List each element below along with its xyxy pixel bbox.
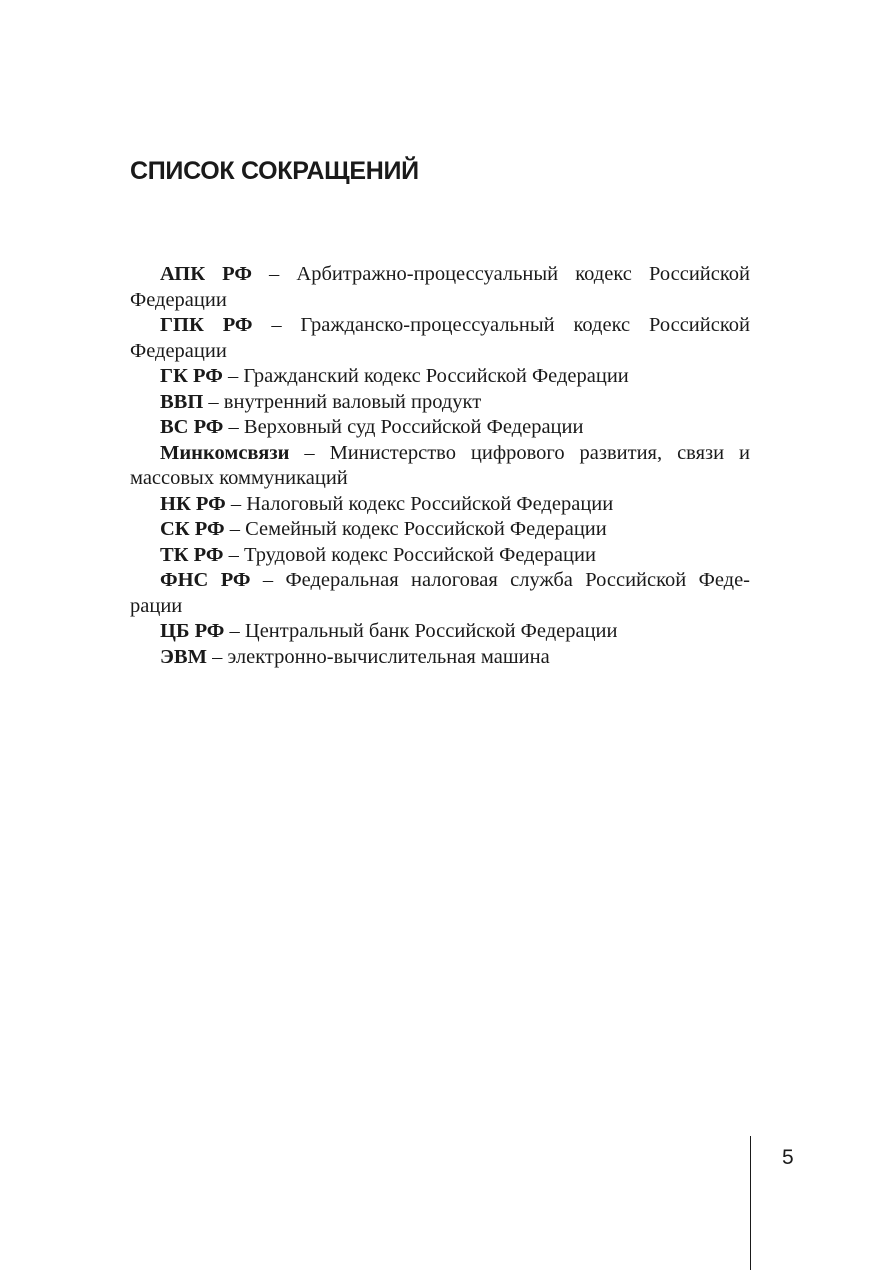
abbreviation-separator: – <box>206 645 228 668</box>
abbreviation-list <box>130 262 750 670</box>
abbreviation-separator: – <box>224 620 245 642</box>
page-number: 5 <box>782 1146 794 1169</box>
abbreviation-item-sk <box>130 517 750 543</box>
abbreviation-definition: электронно-вычислительная машина <box>227 645 550 668</box>
page-title: СПИСОК СОКРАЩЕНИЙ <box>130 157 419 185</box>
abbreviation-separator: – <box>289 441 330 464</box>
abbreviation-separator: – <box>250 569 286 591</box>
abbreviation-term: СК РФ <box>160 518 225 540</box>
abbreviation-term: ВВП <box>160 390 204 413</box>
abbreviation-definition: Семейный кодекс Российской Федерации <box>245 518 607 540</box>
abbreviation-term: ЦБ РФ <box>160 620 225 642</box>
abbreviation-separator: – <box>224 518 246 540</box>
abbreviation-item-tk <box>130 543 750 569</box>
abbreviation-separator: – <box>225 492 247 515</box>
abbreviation-separator: – <box>252 314 301 336</box>
abbreviation-term: ЭВМ <box>160 645 207 668</box>
abbreviation-definition: Министерство цифрового развития, связи и массовых коммуникаций <box>130 441 750 489</box>
abbreviation-item-fns <box>130 568 750 619</box>
abbreviation-item-cb <box>130 619 750 645</box>
abbreviation-separator: – <box>223 416 244 438</box>
abbreviation-term: ГК РФ <box>160 365 223 387</box>
abbreviation-item-vvp <box>130 390 750 416</box>
abbreviation-definition: внутренний валовый продукт <box>223 390 482 413</box>
abbreviation-definition: Гражданский кодекс Российской Федерации <box>243 365 629 387</box>
abbreviation-definition: Трудовой кодекс Российской Федерации <box>243 543 596 566</box>
page-margin-rule <box>750 1136 751 1270</box>
abbreviation-separator: – <box>251 263 297 285</box>
abbreviation-definition: Федеральная налоговая служба Российской Феде-рации <box>130 569 751 617</box>
abbreviation-term: ТК РФ <box>160 543 224 566</box>
abbreviation-definition: Верховный суд Российской Федерации <box>243 416 584 438</box>
abbreviation-item-evm <box>130 645 750 671</box>
abbreviation-definition: Арбитражно-процессуальный кодекс Российской Федерации <box>130 263 750 311</box>
abbreviation-item-nk <box>130 492 750 518</box>
abbreviation-separator: – <box>222 365 244 387</box>
abbreviation-item-gk <box>130 364 750 390</box>
abbreviation-term: Минкомсвязи <box>160 441 290 464</box>
abbreviation-term: НК РФ <box>160 492 226 515</box>
abbreviation-definition: Налоговый кодекс Российской Федерации <box>246 492 614 515</box>
abbreviation-term: ФНС РФ <box>160 569 251 591</box>
abbreviation-term: ГПК РФ <box>160 314 253 336</box>
abbreviation-term: АПК РФ <box>160 263 252 285</box>
abbreviation-definition: Гражданско-процессуальный кодекс Российской Федерации <box>130 314 750 362</box>
abbreviation-item-vs <box>130 415 750 441</box>
abbreviation-separator: – <box>203 390 224 413</box>
abbreviation-item-gpk <box>130 313 750 364</box>
abbreviation-separator: – <box>223 543 244 566</box>
abbreviation-item-minkomsvyazi <box>130 441 750 492</box>
abbreviation-item-apk <box>130 262 750 313</box>
abbreviation-definition: Центральный банк Российской Федерации <box>244 620 618 642</box>
abbreviation-term: ВС РФ <box>160 416 224 438</box>
